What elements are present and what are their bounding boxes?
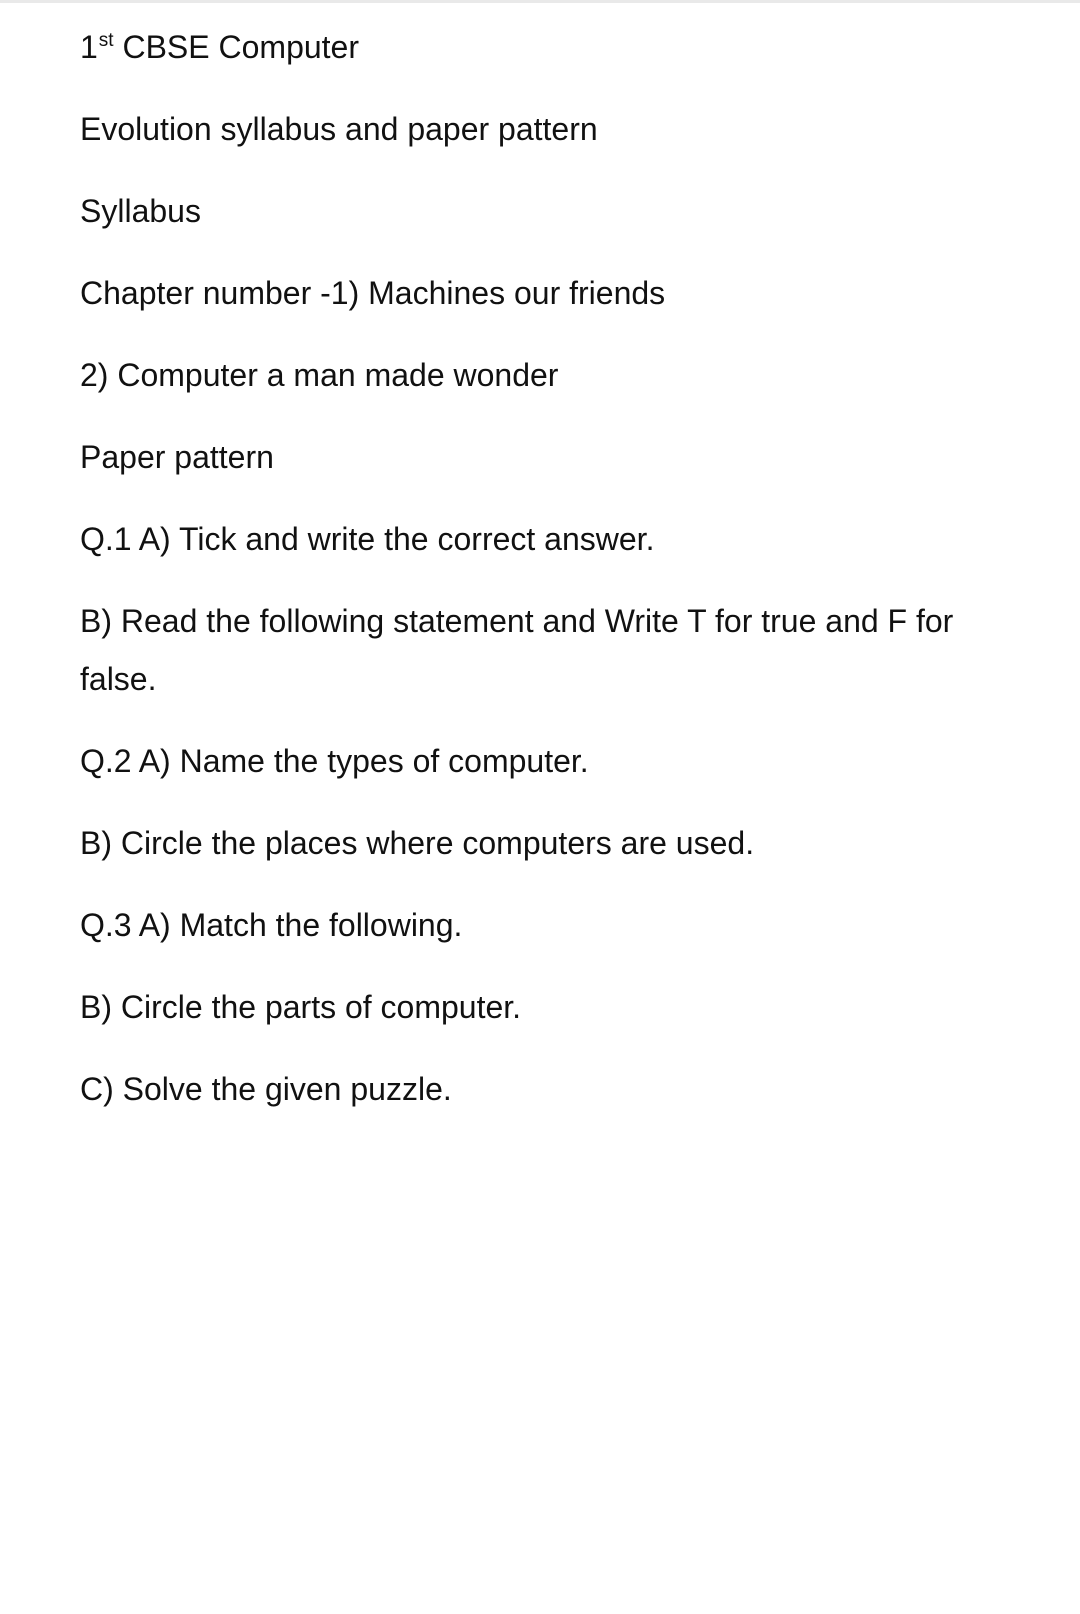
- syllabus-chapter-2: 2) Computer a man made wonder: [80, 357, 559, 393]
- question-1a: Q.1 A) Tick and write the correct answer.: [80, 521, 655, 557]
- syllabus-chapter-1: Chapter number -1) Machines our friends: [80, 275, 666, 311]
- title-superscript: st: [98, 30, 114, 51]
- document-body: [80, 18, 1000, 1142]
- question-3c: C) Solve the given puzzle.: [80, 1071, 452, 1107]
- question-3b: B) Circle the parts of computer.: [80, 989, 522, 1025]
- question-2b: B) Circle the places where computers are used.: [80, 825, 755, 861]
- paper-pattern-heading: Paper pattern: [80, 439, 274, 475]
- title-number: 1: [80, 29, 98, 65]
- question-3a: Q.3 A) Match the following.: [80, 907, 463, 943]
- title-text: CBSE Computer: [113, 29, 359, 65]
- subtitle-line: Evolution syllabus and paper pattern: [80, 111, 598, 147]
- question-2a: Q.2 A) Name the types of computer.: [80, 743, 589, 779]
- syllabus-heading: Syllabus: [80, 193, 201, 229]
- question-1b: B) Read the following statement and Write T for true and F for false.: [80, 603, 954, 697]
- top-edge-divider: [0, 0, 1080, 3]
- document-title: [80, 18, 1000, 76]
